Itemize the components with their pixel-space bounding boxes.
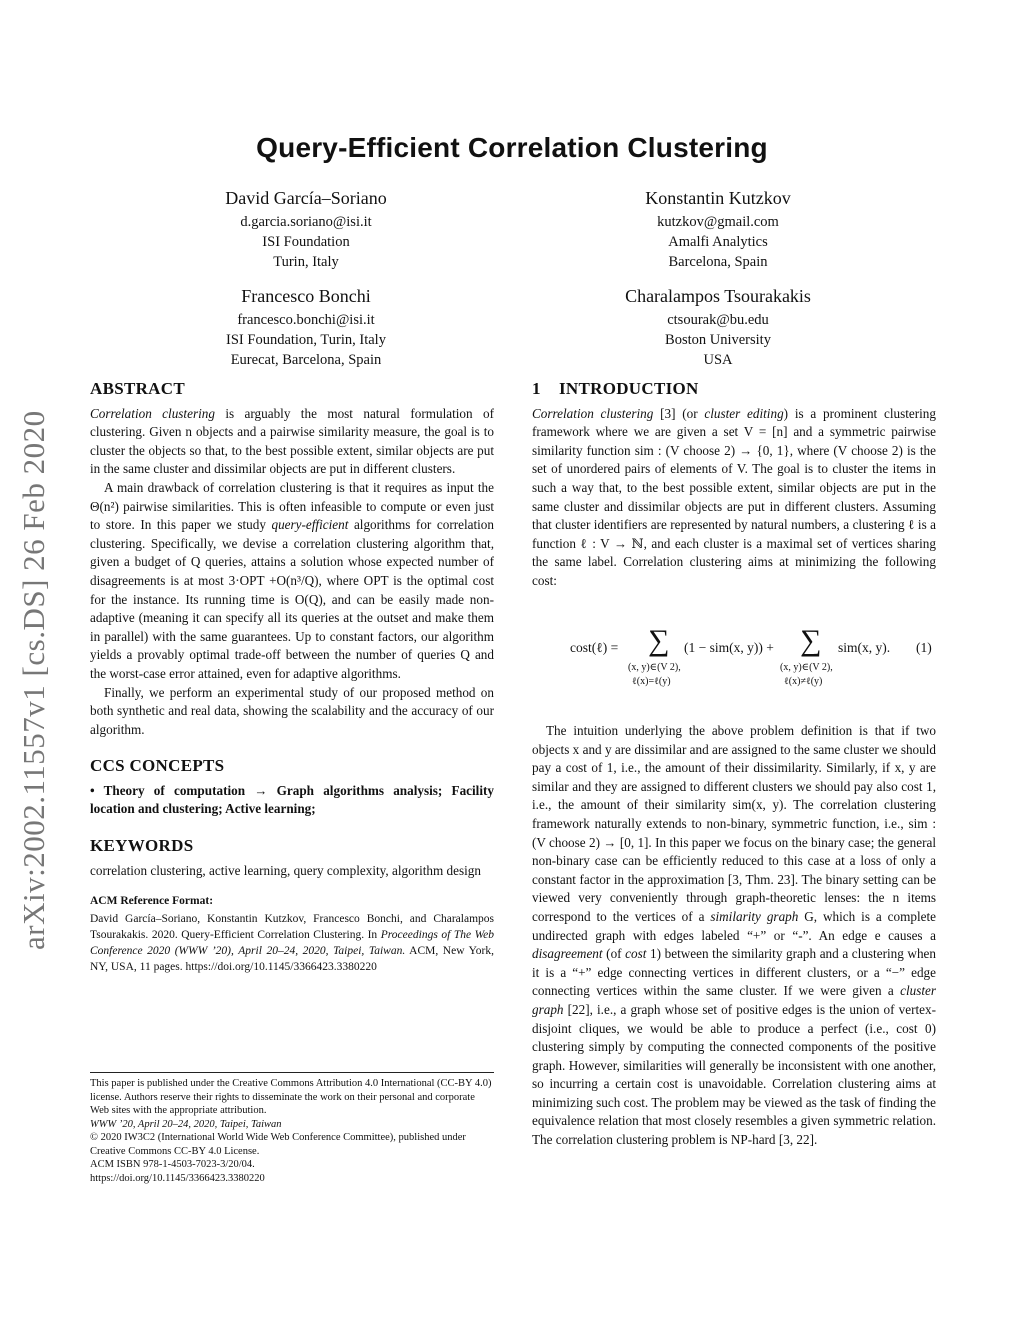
left-column [90,380,494,975]
abstract-paragraph: A main drawback of correlation clustering is that it requires as input the Θ(n²) pairwise similarities. This is often infeasible to compute or even just to store. In this paper we study query-efficient algorithms for correlation clustering. Specifically, we devise a correlation clustering algorithm that, given a budget of Q queries, attains a solution whose expected number of disagreements is at most 3·OPT +O(n³/Q), where OPT is the optimal cost for the instance. Its running time is O(Q), and can be easily made non-adaptive (meaning it can specify all its queries at the outset and make them in parallel) with the same guarantees. Up to constant factors, our algorithm yields a provably optimal trade-off between the number of queries Q and the worst-case error attained, even for adaptive algorithms. [90,479,494,681]
keywords: correlation clustering, active learning, query complexity, algorithm design [90,862,481,878]
equation-number: (1) [916,640,932,655]
author-block [136,186,476,272]
equation-term2: sim(x, y). [838,640,891,655]
author-location: Eurecat, Barcelona, Spain [230,352,382,368]
author-affiliation: Boston University [665,332,771,348]
intro-paragraph: Correlation clustering [3] (or cluster editing) is a prominent clustering framework where we are given a set V = [n] and a symmetric pairwise similarity function sim : (V choose 2) → {0, 1}, where (V choose 2) is the set of unordered pairs of elements of V. The goal is to cluster the items in such a way that, to the best possible extent, similar objects are put in the same cluster and dissimilar objects are put in different clusters. Assuming that cluster identifiers are represented by natural numbers, a clustering ℓ is a function ℓ : V → ℕ, and each cluster is a maximal set of vertices sharing the same label. Correlation clustering aims at minimizing the following cost: [532,405,936,588]
equation-term1: (1 − sim(x, y)) + [684,640,774,655]
footnote-rule [90,1072,494,1073]
sum-icon: ∑ [648,624,670,657]
author-block [136,284,476,370]
paper-title: Query-Efficient Correlation Clustering [256,132,768,163]
license-note: This paper is published under the Creative Commons Attribution 4.0 International (CC-BY 4.0) license. Authors reserve their rights to disseminate the work on their personal and corporate Web sites with the appropriate attribution. [90,1078,492,1116]
right-column-continued [532,722,936,1150]
author-email: francesco.bonchi@isi.it [237,312,375,328]
arxiv-stamp: arXiv:2002.11557v1 [cs.DS] 26 Feb 2020 [16,410,51,950]
author-name: Charalampos Tsourakakis [625,286,811,306]
equation-cost [532,624,936,698]
author-name: Francesco Bonchi [241,286,371,306]
keywords-heading: KEYWORDS [90,836,194,856]
doi-note: https://doi.org/10.1145/3366423.3380220 [90,1172,265,1184]
author-location: Turin, Italy [273,254,339,270]
equation-subscript: (x, y)∈(V 2), [780,662,833,673]
equation-subscript: ℓ(x)≠ℓ(y) [784,676,823,687]
ccs-concepts: • Theory of computation → Graph algorithms analysis; Facility location and clustering; Active learning; [90,782,494,817]
isbn-note: ACM ISBN 978-1-4503-7023-3/20/04. [90,1159,255,1170]
author-email: kutzkov@gmail.com [657,214,779,230]
right-column [532,380,936,591]
equation-subscript: (x, y)∈(V 2), [628,662,681,673]
sum-icon: ∑ [800,624,822,657]
intro-paragraph: The intuition underlying the above problem definition is that if two objects x and y are dissimilar and are assigned to the same cluster we should pay a cost of 1, i.e., the amount of their dissimilarity. Similarly, if x, y are similar and they are assigned to different clusters we should pay also cost 1, i.e., the amount of their similarity sim(x, y). The correlation clustering framework naturally extends to non-binary, symmetric function, i.e., sim : (V choose 2) → [0, 1]. In this paper we focus on the binary case; the general non-binary case can be efficiently reduced to this case at a loss of only a constant factor in the approximation [3, Thm. 23]. The binary setting can be viewed very conveniently through graph-theoretic lenses: the n items correspond to the vertices of a similarity graph G, which is a complete undirected graph with edges labeled “+” or “-”. An edge e causes a disagreement (of cost 1) between the similarity graph and a clustering when it is a “+” edge connecting vertices in different clusters, or a “−” edge connecting vertices within the same cluster. If we were given a cluster graph [22], i.e., a graph whose set of positive edges is the union of vertex-disjoint cliques, we would be able to produce a perfect (i.e., cost 0) clustering simply by computing the connected components of the positive graph. However, similarities will generally be inconsistent with one another, so incurring a certain cost is unavoidable. Correlation clustering aims at minimizing such cost. The problem may be viewed as the task of finding the equivalence relation that most closely resembles a given symmetric relation. The correlation clustering problem is NP-hard [3, 22]. [532,723,937,1148]
introduction-heading: 1 INTRODUCTION [532,379,699,398]
abstract-heading: ABSTRACT [90,379,185,398]
author-email: ctsourak@bu.edu [667,312,769,328]
author-location: Barcelona, Spain [668,254,768,270]
equation-lhs: cost(ℓ) = [570,640,619,655]
footnote-block [90,1072,494,1185]
author-email: d.garcia.soriano@isi.it [240,214,372,230]
author-affiliation: ISI Foundation, Turin, Italy [226,332,386,348]
abstract-paragraph: Finally, we perform an experimental study of our proposed method on both synthetic and real data, showing the scalability and the accuracy of our algorithm. [90,684,494,737]
author-name: David García–Soriano [225,188,387,208]
author-location: USA [703,352,733,368]
author-block [548,186,888,272]
acm-reference-heading: ACM Reference Format: [90,895,214,908]
copyright-note: © 2020 IW3C2 (International World Wide Web Conference Committee), published under Creative Commons CC-BY 4.0 License. [90,1132,466,1157]
acm-reference: David García–Soriano, Konstantin Kutzkov, Francesco Bonchi, and Charalampos Tsourakakis. 2020. Query-Efficient Correlation Clustering. In Proceedings of The Web Conference 2020 (WWW ’20), April 20–24, 2020, Taipei, Taiwan. ACM, New York, NY, USA, 11 pages. https://doi.org/10.1145/3366423.3380220 [90,912,494,973]
author-block [548,284,888,370]
author-affiliation: Amalfi Analytics [668,234,768,250]
conference-note: WWW ’20, April 20–24, 2020, Taipei, Taiwan [90,1118,282,1130]
ccs-heading: CCS CONCEPTS [90,756,225,776]
author-name: Konstantin Kutzkov [645,188,791,208]
author-affiliation: ISI Foundation [262,234,350,250]
equation-subscript: ℓ(x)=ℓ(y) [632,676,671,687]
abstract-paragraph: Correlation clustering is arguably the most natural formulation of clustering. Given n objects and a pairwise similarity measure, the goal is to cluster the objects so that, to the best possible extent, similar objects are put in the same cluster and dissimilar objects are put in different clusters. [90,405,494,477]
